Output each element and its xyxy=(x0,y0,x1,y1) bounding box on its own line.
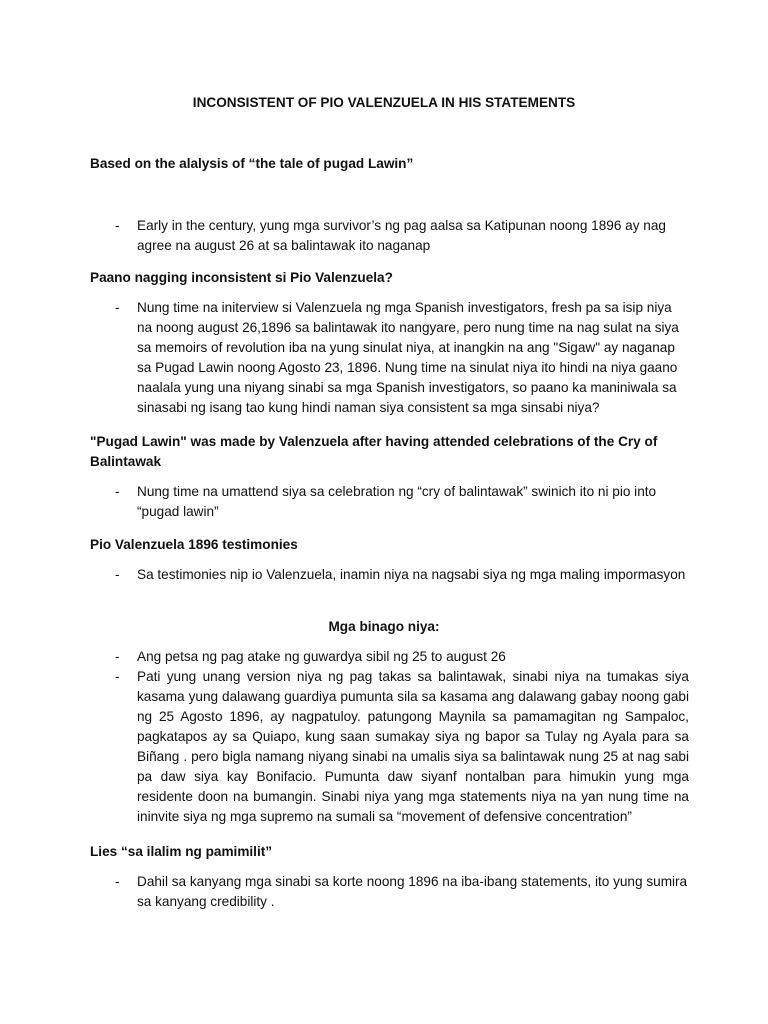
bullet-item xyxy=(115,298,689,418)
bullet-text: Pati yung unang version niya ng pag takas sa balintawak, sinabi niya na tumakas siya kasama yung dalawang guardiya pumunta sila sa kasama ang dalawang gabay noong gabi ng 25 Agosto 1896, ay nagpatuloy. patungong Maynila sa pamamagitan ng Sampaloc, pagkatapos ay sa Quiapo, kung saan sumakay siya ng bapor sa Tulay ng Ayala para sa Biñang . pero bigla namang niyang sinabi na umalis siya sa balintawak nung 25 at nag sabi pa daw siya kay Bonifacio. Pumunta daw siyanf nontalban para himukin yung mga residente doon na bumangin. Sinabi niya yang mga statements niya na yan nung time na ininvite siya ng mga supremo na sumali sa “movement of defensive concentration” xyxy=(137,669,689,824)
bullet-dash: - xyxy=(115,874,120,889)
bullet-dash: - xyxy=(115,669,120,684)
bullet-item xyxy=(115,872,689,912)
section-heading: "Pugad Lawin" was made by Valenzuela after having attended celebrations of the Cry of Balintawak xyxy=(90,434,658,469)
bullet-text: Early in the century, yung mga survivor’s ng pag aalsa sa Katipunan noong 1896 ay nag agree na august 26 at sa balintawak ito naganap xyxy=(137,218,666,253)
bullet-item xyxy=(115,667,689,827)
document-title: INCONSISTENT OF PIO VALENZUELA IN HIS STATEMENTS xyxy=(192,95,576,110)
bullet-item xyxy=(115,216,689,256)
bullet-item xyxy=(115,565,689,585)
bullet-item xyxy=(115,482,689,522)
section-heading: Lies “sa ilalim ng pamimilit” xyxy=(90,844,273,859)
bullet-text: Sa testimonies nip io Valenzuela, inamin niya na nagsabi siya ng mga maling impormasyon xyxy=(137,567,686,582)
bullet-dash: - xyxy=(115,567,120,582)
bullet-text: Dahil sa kanyang mga sinabi sa korte noong 1896 na iba-ibang statements, ito yung sumira sa kanyang credibility . xyxy=(137,874,688,909)
bullet-dash: - xyxy=(115,218,120,233)
intro-heading: Based on the alalysis of “the tale of pugad Lawin” xyxy=(90,156,414,171)
bullet-dash: - xyxy=(115,300,120,315)
bullet-dash: - xyxy=(115,484,120,499)
bullet-text: Ang petsa ng pag atake ng guwardya sibil ng 25 to august 26 xyxy=(137,649,506,664)
section-heading: Paano nagging inconsistent si Pio Valenzuela? xyxy=(90,270,393,285)
bullet-dash: - xyxy=(115,649,120,664)
section-heading: Mga binago niya: xyxy=(328,619,440,634)
bullet-text: Nung time na umattend siya sa celebration ng “cry of balintawak” swinich ito ni pio into “pugad lawin” xyxy=(137,484,657,519)
section-heading: Pio Valenzuela 1896 testimonies xyxy=(90,537,298,552)
bullet-text: Nung time na initerview si Valenzuela ng mga Spanish investigators, fresh pa sa isip niya na noong august 26,1896 sa balintawak ito nangyare, pero nung time na nag sulat na siya sa memoirs of revolution iba na yung sinulat niya, at inangkin na ang "Sigaw" ay naganap sa Pugad Lawin noong Agosto 23, 1896. Nung time na sinulat niya ito hindi na niya gaano naalala yung una niyang sinabi sa mga Spanish investigators, so paano ka maniniwala sa sinasabi ng isang tao kung hindi naman siya consistent sa mga sinsabi niya? xyxy=(137,300,679,415)
bullet-item xyxy=(115,647,689,667)
